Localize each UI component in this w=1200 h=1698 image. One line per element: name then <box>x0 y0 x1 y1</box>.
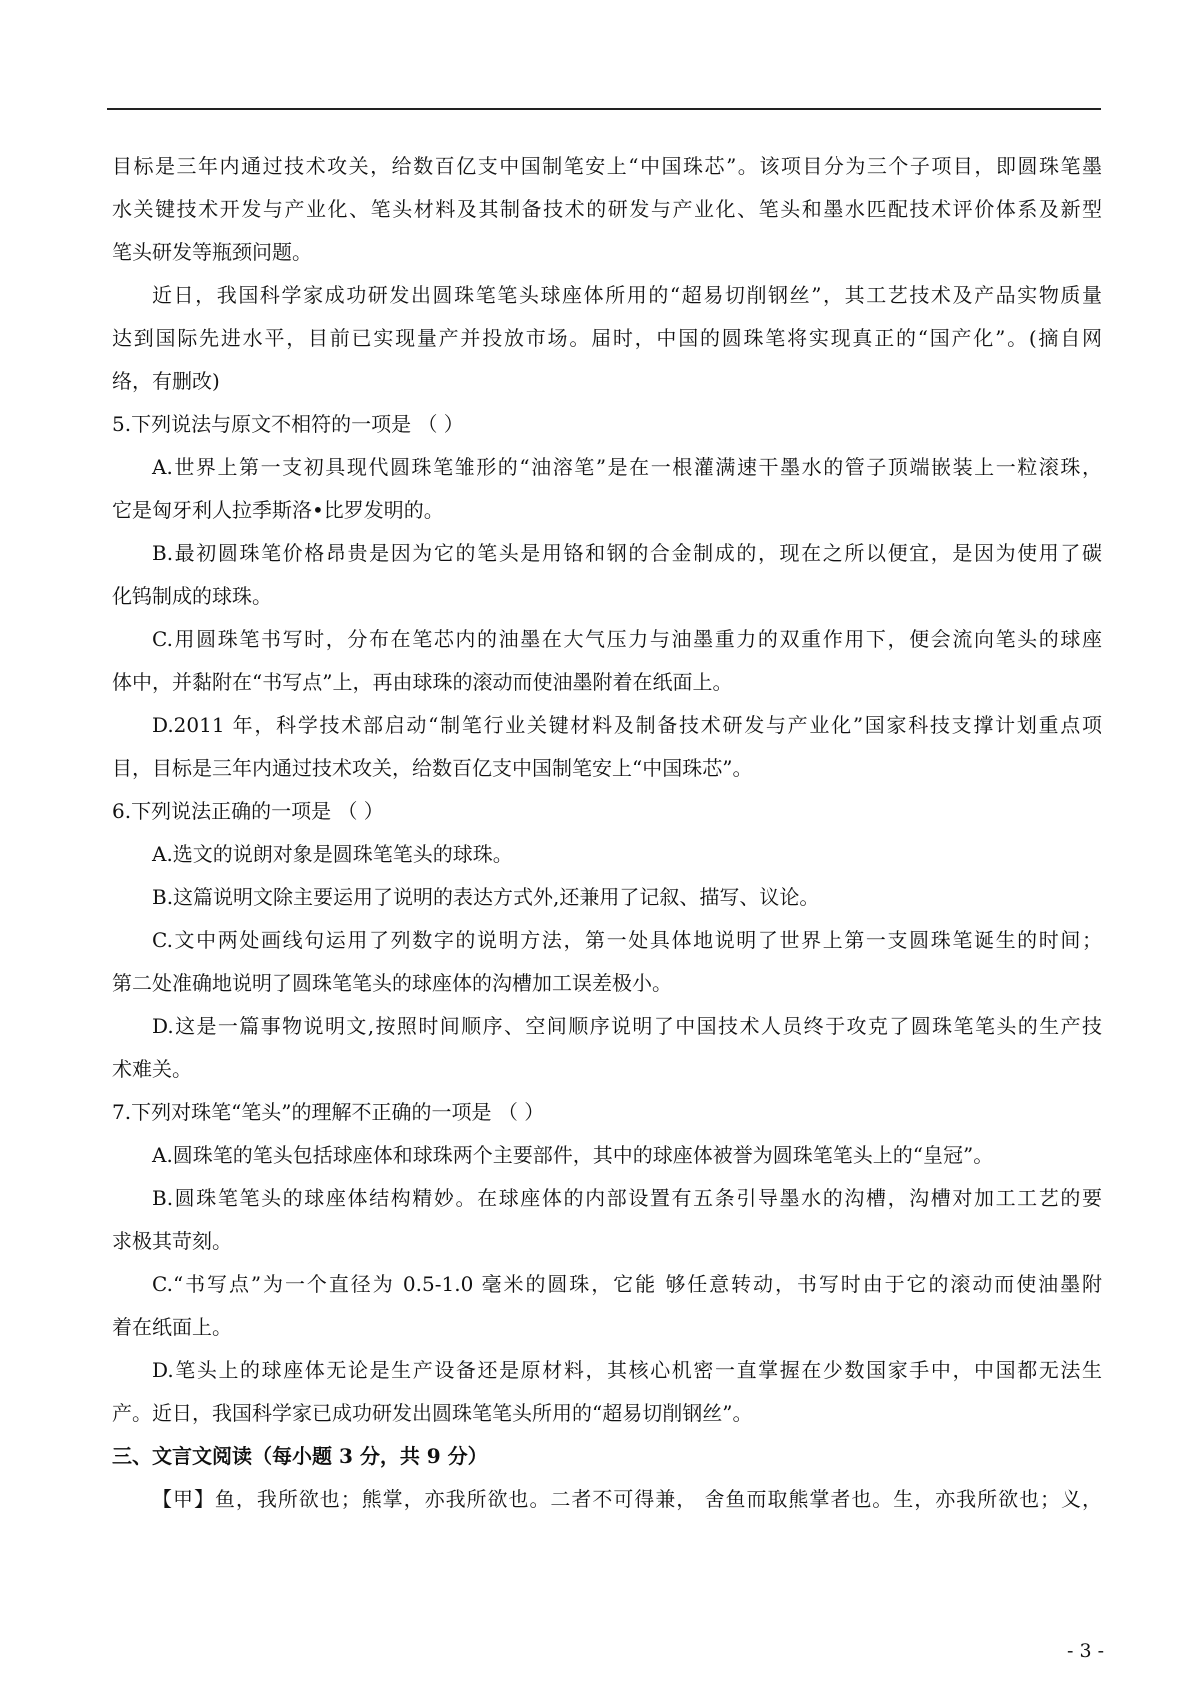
question-5-option-c: C.用圆珠笔书写时，分布在笔芯内的油墨在大气压力与油墨重力的双重作用下，便会流向笔头的球座 <box>152 627 1102 651</box>
question-5-option-a: A.世界上第一支初具现代圆珠笔雏形的“油溶笔”是在一根灌满速干墨水的管子顶端嵌装上一粒滚珠， <box>152 455 1102 479</box>
question-7-option-b: 求极其苛刻。 <box>112 1229 232 1253</box>
question-7-option-b: B.圆珠笔笔头的球座体结构精妙。在球座体的内部设置有五条引导墨水的沟槽，沟槽对加工工艺的要 <box>152 1186 1102 1210</box>
question-7-option-c: 着在纸面上。 <box>112 1315 232 1339</box>
text-line: 络，有删改) <box>112 369 220 393</box>
question-5-option-b: 化钨制成的球珠。 <box>112 584 272 608</box>
question-7-stem: 7.下列对珠笔“笔头”的理解不正确的一项是 （ ） <box>112 1100 545 1124</box>
question-6-option-d: 术难关。 <box>112 1057 192 1081</box>
question-7-option-a: A.圆珠笔的笔头包括球座体和球珠两个主要部件，其中的球座体被誉为圆珠笔笔头上的“皇冠”。 <box>152 1143 994 1167</box>
question-6-option-c: 第二处准确地说明了圆珠笔笔头的球座体的沟槽加工误差极小。 <box>112 971 672 995</box>
question-5-option-c: 体中，并黏附在“书写点”上，再由球珠的滚动而使油墨附着在纸面上。 <box>112 670 733 694</box>
question-5-stem: 5.下列说法与原文不相符的一项是 （ ） <box>112 412 464 436</box>
question-6-option-b: B.这篇说明文除主要运用了说明的表达方式外,还兼用了记叙、描写、议论。 <box>152 885 820 909</box>
question-5-option-d: D.2011 年，科学技术部启动“制笔行业关键材料及制备技术研发与产业化”国家科技支撑计划重点项 <box>152 713 1102 737</box>
question-5-option-d: 目，目标是三年内通过技术攻关，给数百亿支中国制笔安上“中国珠芯”。 <box>112 756 753 780</box>
text-line: 近日，我国科学家成功研发出圆珠笔笔头球座体所用的“超易切削钢丝”，其工艺技术及产品实物质量 <box>152 283 1102 307</box>
text-line: 目标是三年内通过技术攻关，给数百亿支中国制笔安上“中国珠芯”。该项目分为三个子项目，即圆珠笔墨 <box>112 154 1102 178</box>
document-body <box>112 145 1102 1521</box>
page-number: - 3 - <box>1066 1640 1104 1662</box>
question-6-option-d: D.这是一篇事物说明文,按照时间顺序、空间顺序说明了中国技术人员终于攻克了圆珠笔笔头的生产技 <box>152 1014 1102 1038</box>
question-5-option-a: 它是匈牙利人拉季斯洛•比罗发明的。 <box>112 498 444 522</box>
question-7-option-c: C.“书写点”为一个直径为 0.5-1.0 毫米的圆珠，它能 够任意转动，书写时由于它的滚动而使油墨附 <box>152 1272 1102 1296</box>
question-7-option-d: 产。近日，我国科学家已成功研发出圆珠笔笔头所用的“超易切削钢丝”。 <box>112 1401 753 1425</box>
question-6-option-c: C.文中两处画线句运用了列数字的说明方法，第一处具体地说明了世界上第一支圆珠笔诞生的时间； <box>152 928 1102 952</box>
text-line: 达到国际先进水平，目前已实现量产并投放市场。届时，中国的圆珠笔将实现真正的“国产化”。(摘自网 <box>112 326 1102 350</box>
header-rule <box>107 108 1101 110</box>
question-5-option-b: B.最初圆珠笔价格昂贵是因为它的笔头是用铬和钢的合金制成的，现在之所以便宜，是因为使用了碳 <box>152 541 1102 565</box>
question-6-option-a: A.选文的说朗对象是圆珠笔笔头的球珠。 <box>152 842 513 866</box>
question-7-option-d: D.笔头上的球座体无论是生产设备还是原材料，其核心机密一直掌握在少数国家手中，中国都无法生 <box>152 1358 1102 1382</box>
classical-text-line: 【甲】鱼，我所欲也；熊掌，亦我所欲也。二者不可得兼， 舍鱼而取熊掌者也。生，亦我所欲也；义， <box>152 1487 1102 1511</box>
question-6-stem: 6.下列说法正确的一项是 （ ） <box>112 799 384 823</box>
section-heading: 三、文言文阅读（每小题 3 分，共 9 分） <box>112 1444 488 1468</box>
text-line: 水关键技术开发与产业化、笔头材料及其制备技术的研发与产业化、笔头和墨水匹配技术评价体系及新型 <box>112 197 1102 221</box>
text-line: 笔头研发等瓶颈问题。 <box>112 240 312 264</box>
